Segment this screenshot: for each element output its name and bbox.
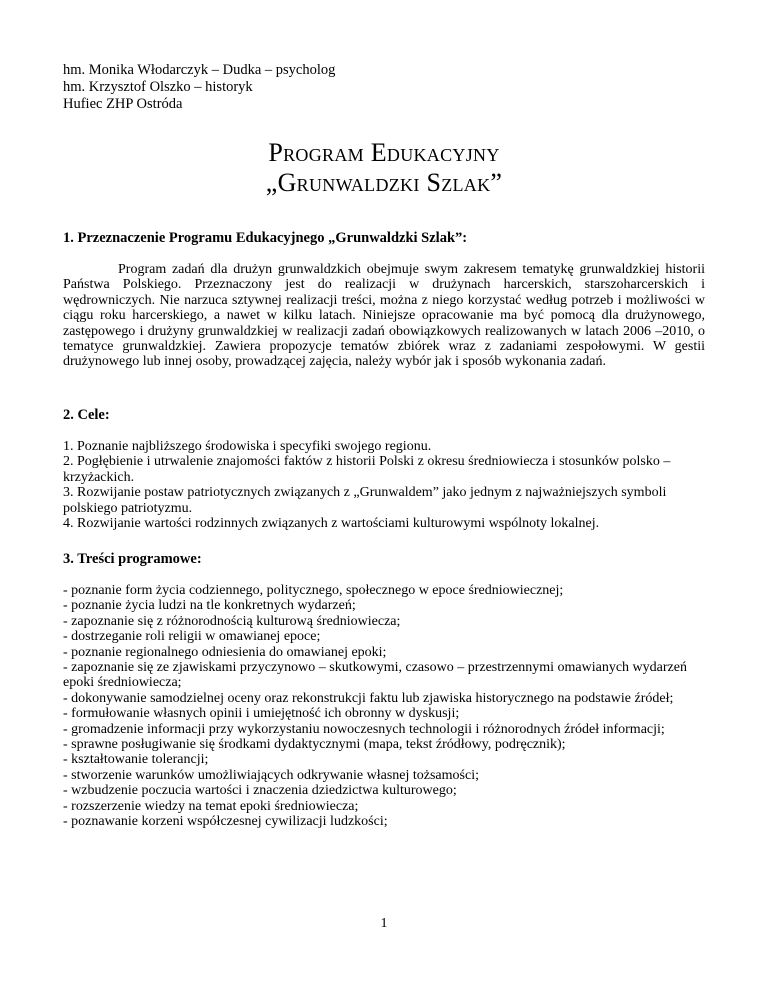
list-item: - poznanie regionalnego odniesienia do omawianej epoki; bbox=[63, 644, 387, 660]
author-line: hm. Monika Włodarczyk – Dudka – psycholog bbox=[63, 62, 336, 78]
list-item: - wzbudzenie poczucia wartości i znaczenia dziedzictwa kulturowego; bbox=[63, 783, 457, 799]
author-line: hm. Krzysztof Olszko – historyk bbox=[63, 79, 253, 95]
title-line-1: Program Edukacyjny bbox=[268, 138, 500, 167]
list-item: - dostrzeganie roli religii w omawianej epoce; bbox=[63, 629, 321, 645]
goals-list bbox=[63, 439, 705, 531]
section-2-heading: 2. Cele: bbox=[63, 407, 110, 423]
list-item: 1. Poznanie najbliższego środowiska i specyfiki swojego regionu. bbox=[63, 439, 432, 454]
list-item: - formułowanie własnych opinii i umiejętność ich obronny w dyskusji; bbox=[63, 706, 460, 722]
section-3-heading: 3. Treści programowe: bbox=[63, 551, 202, 567]
page-number: 1 bbox=[380, 916, 388, 931]
section-1-paragraph: Program zadań dla drużyn grunwaldzkich obejmuje swym zakresem tematykę grunwaldzkiej historii Państwa Polskiego. Przeznaczony jest do realizacji w drużynach harcerskich, starszoharcerskich i wędrowniczych. Nie narzuca sztywnej realizacji treści, można z niego korzystać według potrzeb i możliwości w ciągu roku harcerskiego, a nawet w kilku latach. Niniejsze opracowanie ma być pomocą dla drużynowego, zastępowego i drużyny grunwaldzkiej w realizacji zadań obowiązkowych realizowanych w latach 2006 –2010, o tematyce grunwaldzkiej. Zawiera propozycje tematów zbiórek wraz z zadaniami zespołowymi. W gestii drużynowego lub innej osoby, prowadzącej zajęcia, należy wybór jak i sposób wykonania zadań. bbox=[63, 262, 705, 370]
list-item: - poznawanie korzeni współczesnej cywilizacji ludzkości; bbox=[63, 814, 388, 830]
document-title bbox=[0, 138, 768, 198]
list-item: - zapoznanie się ze zjawiskami przyczynowo – skutkowymi, czasowo – przestrzennymi omawianych wydarzeń epoki średniowiecza; bbox=[63, 660, 687, 691]
list-item: - stworzenie warunków umożliwiających odkrywanie własnej tożsamości; bbox=[63, 767, 479, 783]
title-line-2: „Grunwaldzki Szlak” bbox=[265, 168, 503, 197]
author-line: Hufiec ZHP Ostróda bbox=[63, 96, 183, 112]
list-item: 2. Pogłębienie i utrwalenie znajomości faktów z historii Polski z okresu średniowiecza i stosunków polsko – krzyżackich. bbox=[63, 454, 671, 485]
list-item: - kształtowanie tolerancji; bbox=[63, 752, 209, 768]
list-item: - poznanie życia ludzi na tle konkretnych wydarzeń; bbox=[63, 598, 356, 614]
program-content-list bbox=[63, 583, 705, 830]
list-item: 4. Rozwijanie wartości rodzinnych związanych z wartościami kulturowymi wspólnoty lokalnej. bbox=[63, 516, 600, 532]
list-item: - gromadzenie informacji przy wykorzystaniu nowoczesnych technologii i różnorodnych źródeł informacji; bbox=[63, 721, 665, 737]
list-item: - rozszerzenie wiedzy na temat epoki średniowiecza; bbox=[63, 798, 359, 814]
list-item: 3. Rozwijanie postaw patriotycznych związanych z „Grunwaldem” jako jednym z najważniejszych symboli polskiego patriotyzmu. bbox=[63, 485, 667, 516]
author-block bbox=[63, 62, 335, 113]
list-item: - zapoznanie się z różnorodnością kulturową średniowiecza; bbox=[63, 613, 401, 629]
list-item: - poznanie form życia codziennego, politycznego, społecznego w epoce średniowiecznej; bbox=[63, 583, 564, 598]
list-item: - sprawne posługiwanie się środkami dydaktycznymi (mapa, tekst źródłowy, podręcznik); bbox=[63, 737, 566, 753]
section-1-heading: 1. Przeznaczenie Programu Edukacyjnego „Grunwaldzki Szlak”: bbox=[63, 230, 468, 246]
list-item: - dokonywanie samodzielnej oceny oraz rekonstrukcji faktu lub zjawiska historycznego na podstawie źródeł; bbox=[63, 690, 674, 706]
